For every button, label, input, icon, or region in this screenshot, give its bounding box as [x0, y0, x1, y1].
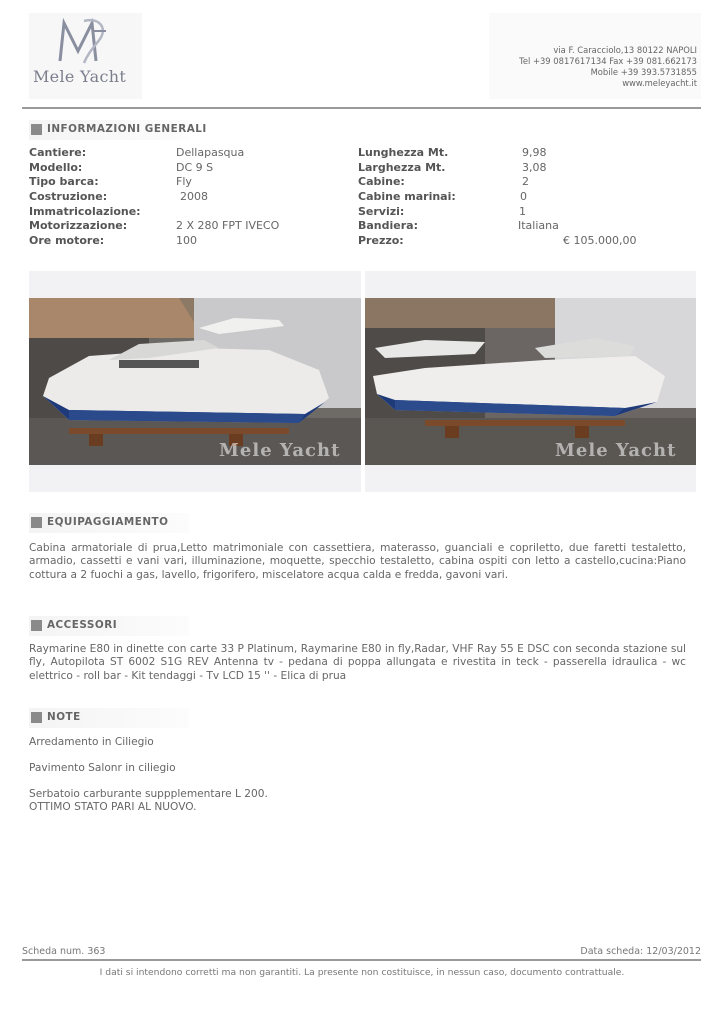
photo-watermark: Mele Yacht	[219, 440, 341, 461]
photo-panel-left	[29, 271, 361, 492]
section-title: NOTE	[47, 711, 81, 723]
spec-label-cabine: Cabine:	[358, 175, 405, 188]
section-title: EQUIPAGGIAMENTO	[47, 516, 169, 528]
photo-panel-right	[365, 271, 696, 492]
section-equipment	[29, 513, 189, 533]
spec-value-larghezza: 3,08	[522, 161, 547, 174]
accessories-description: Raymarine E80 in dinette con carte 33 P Platinum, Raymarine E80 in fly,Radar, VHF Ray 55 E DSC con seconda stazione sul fly, Autopilota ST 6002 S1G REV Antenna tv - pedana di poppa allungata e rivestita in teck - passerella idraulica - wc elettrico - roll bar - Kit tendaggi - Tv LCD 15 '' - Elica di prua	[29, 643, 686, 682]
note-line: Arredamento in Ciliegio	[29, 736, 154, 748]
square-bullet-icon	[31, 620, 42, 631]
square-bullet-icon	[31, 517, 42, 528]
spec-label-modello: Modello:	[29, 161, 83, 174]
spec-label-tipo-barca: Tipo barca:	[29, 175, 99, 188]
address-text: via F. Caracciolo,13 80122 NAPOLI	[553, 45, 697, 55]
note-line: Pavimento Salonr in ciliegio	[29, 762, 176, 774]
section-accessories	[29, 616, 189, 636]
spec-value-cantiere: Dellapasqua	[176, 146, 245, 159]
spec-value-cabine-marinai: 0	[520, 190, 527, 203]
spec-label-cantiere: Cantiere:	[29, 146, 87, 159]
photo-watermark: Mele Yacht	[555, 440, 677, 461]
sheet-number: Scheda num. 363	[22, 946, 106, 957]
disclaimer-text: I dati si intendono corretti ma non garantiti. La presente non costituisce, in nessun caso, documento contrattuale.	[99, 967, 625, 978]
yacht-photo-2[interactable]	[365, 298, 696, 465]
spec-value-modello: DC 9 S	[176, 161, 214, 174]
spec-label-prezzo: Prezzo:	[358, 234, 404, 247]
spec-label-cabine-marinai: Cabine marinai:	[358, 190, 456, 203]
footer-divider	[22, 959, 701, 961]
section-title: INFORMAZIONI GENERALI	[47, 123, 207, 135]
spec-label-servizi: Servizi:	[358, 205, 405, 218]
brand-name: Mele Yacht	[33, 67, 127, 86]
contact-info	[489, 13, 701, 99]
section-notes	[29, 708, 189, 728]
spec-label-costruzione: Costruzione:	[29, 190, 108, 203]
square-bullet-icon	[31, 712, 42, 723]
yacht-photo-1[interactable]	[29, 298, 361, 465]
equipment-description: Cabina armatoriale di prua,Letto matrimoniale con cassettiera, materasso, guanciali e copriletto, due faretti testaletto, armadio, cassetti e vani vari, illuminazione, moquette, specchio testaletto, cabina ospiti con letto a castello,cucina:Piano cottura a 2 fuochi a gas, lavello, frigorifero, miscelatore acqua calda e fredda, gavoni vari.	[29, 542, 686, 581]
monogram-logo-icon	[54, 17, 114, 65]
spec-value-cabine: 2	[522, 175, 529, 188]
section-title: ACCESSORI	[47, 619, 118, 631]
spec-value-bandiera: Italiana	[518, 219, 559, 232]
spec-value-ore-motore: 100	[176, 234, 197, 247]
section-general-info	[29, 120, 207, 140]
spec-label-larghezza: Larghezza Mt.	[358, 161, 446, 174]
mobile-text: Mobile +39 393.5731855	[590, 67, 697, 77]
spec-value-lunghezza: 9,98	[522, 146, 547, 159]
header-divider	[22, 107, 701, 109]
website-link[interactable]: www.meleyacht.it	[622, 78, 697, 88]
spec-value-prezzo: € 105.000,00	[563, 234, 637, 247]
spec-label-ore-motore: Ore motore:	[29, 234, 105, 247]
phone-text: Tel +39 0817617134 Fax +39 081.662173	[519, 56, 697, 66]
note-line: Serbatoio carburante suppplementare L 200.	[29, 788, 268, 800]
spec-value-servizi: 1	[519, 205, 526, 218]
square-bullet-icon	[31, 124, 42, 135]
spec-label-bandiera: Bandiera:	[358, 219, 418, 232]
spec-value-tipo-barca: Fly	[176, 175, 192, 188]
company-logo	[29, 13, 142, 99]
spec-value-costruzione: 2008	[180, 190, 208, 203]
spec-label-lunghezza: Lunghezza Mt.	[358, 146, 449, 159]
note-line: OTTIMO STATO PARI AL NUOVO.	[29, 801, 197, 813]
spec-label-immatricolazione: Immatricolazione:	[29, 205, 141, 218]
spec-label-motorizzazione: Motorizzazione:	[29, 219, 128, 232]
spec-value-motorizzazione: 2 X 280 FPT IVECO	[176, 219, 280, 232]
sheet-date: Data scheda: 12/03/2012	[580, 946, 701, 957]
